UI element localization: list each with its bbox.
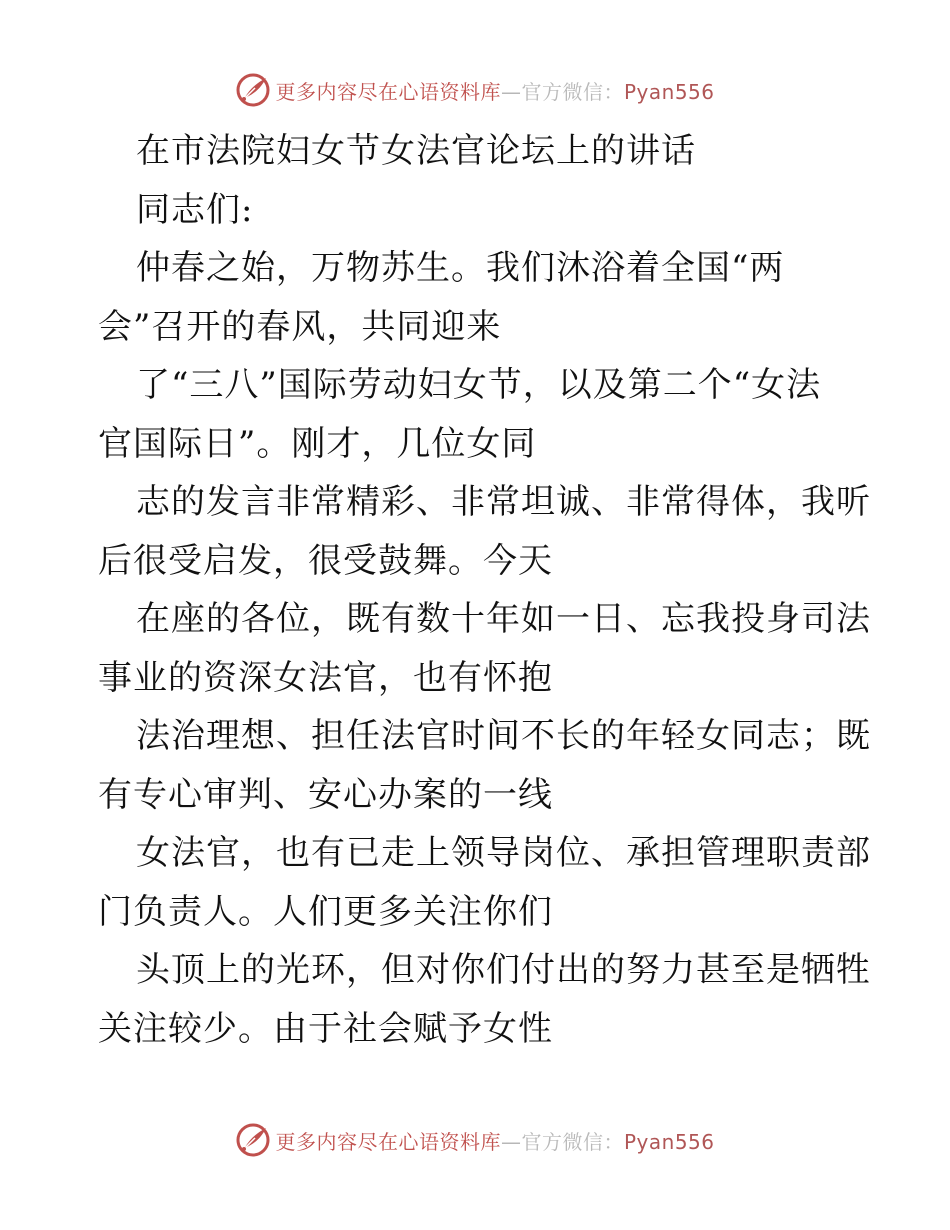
text-line: 官国际日”。刚才，几位女同 — [98, 423, 537, 464]
text-line: 会”召开的春风，共同迎来 — [98, 306, 502, 347]
header-banner — [0, 68, 950, 112]
text-line: 法治理想、担任法官时间不长的年轻女同志；既 — [136, 716, 871, 756]
banner-text — [275, 1126, 714, 1155]
text-line: 志的发言非常精彩、非常坦诚、非常得体，我听 — [136, 482, 871, 522]
text-line: 了“三八”国际劳动妇女节，以及第二个“女法 — [136, 365, 822, 405]
text-line: 事业的资深女法官，也有怀抱 — [98, 657, 553, 698]
banner-wechat-id: Pyan556 — [623, 1129, 715, 1154]
banner-text — [275, 76, 714, 105]
text-line: 在座的各位，既有数十年如一日、忘我投身司法 — [136, 599, 871, 639]
text-line: 头顶上的光环，但对你们付出的努力甚至是牺牲 — [136, 950, 871, 990]
banner-dash: — — [500, 79, 522, 104]
feather-pen-logo-icon — [235, 72, 271, 108]
banner-wechat-id: Pyan556 — [623, 79, 715, 104]
text-line: 同志们: — [136, 189, 254, 230]
text-line: 门负责人。人们更多关注你们 — [98, 891, 553, 932]
text-line: 后很受启发，很受鼓舞。今天 — [98, 540, 553, 581]
banner-wechat-label: 官方微信： — [521, 1129, 624, 1154]
text-line: 关注较少。由于社会赋予女性 — [98, 1008, 553, 1049]
text-line: 有专心审判、安心办案的一线 — [98, 774, 553, 815]
document-title: 在市法院妇女节女法官论坛上的讲话 — [136, 131, 696, 171]
feather-pen-logo-icon — [235, 1122, 271, 1158]
footer-banner — [0, 1118, 950, 1162]
banner-wechat-label: 官方微信： — [521, 79, 624, 104]
banner-brand-text: 更多内容尽在心语资料库 — [275, 1129, 501, 1154]
document-body — [98, 122, 871, 1058]
banner-dash: — — [500, 1129, 522, 1154]
text-line: 女法官，也有已走上领导岗位、承担管理职责部 — [136, 833, 871, 873]
text-line: 仲春之始，万物苏生。我们沐浴着全国“两 — [136, 248, 785, 288]
banner-brand-text: 更多内容尽在心语资料库 — [275, 79, 501, 104]
